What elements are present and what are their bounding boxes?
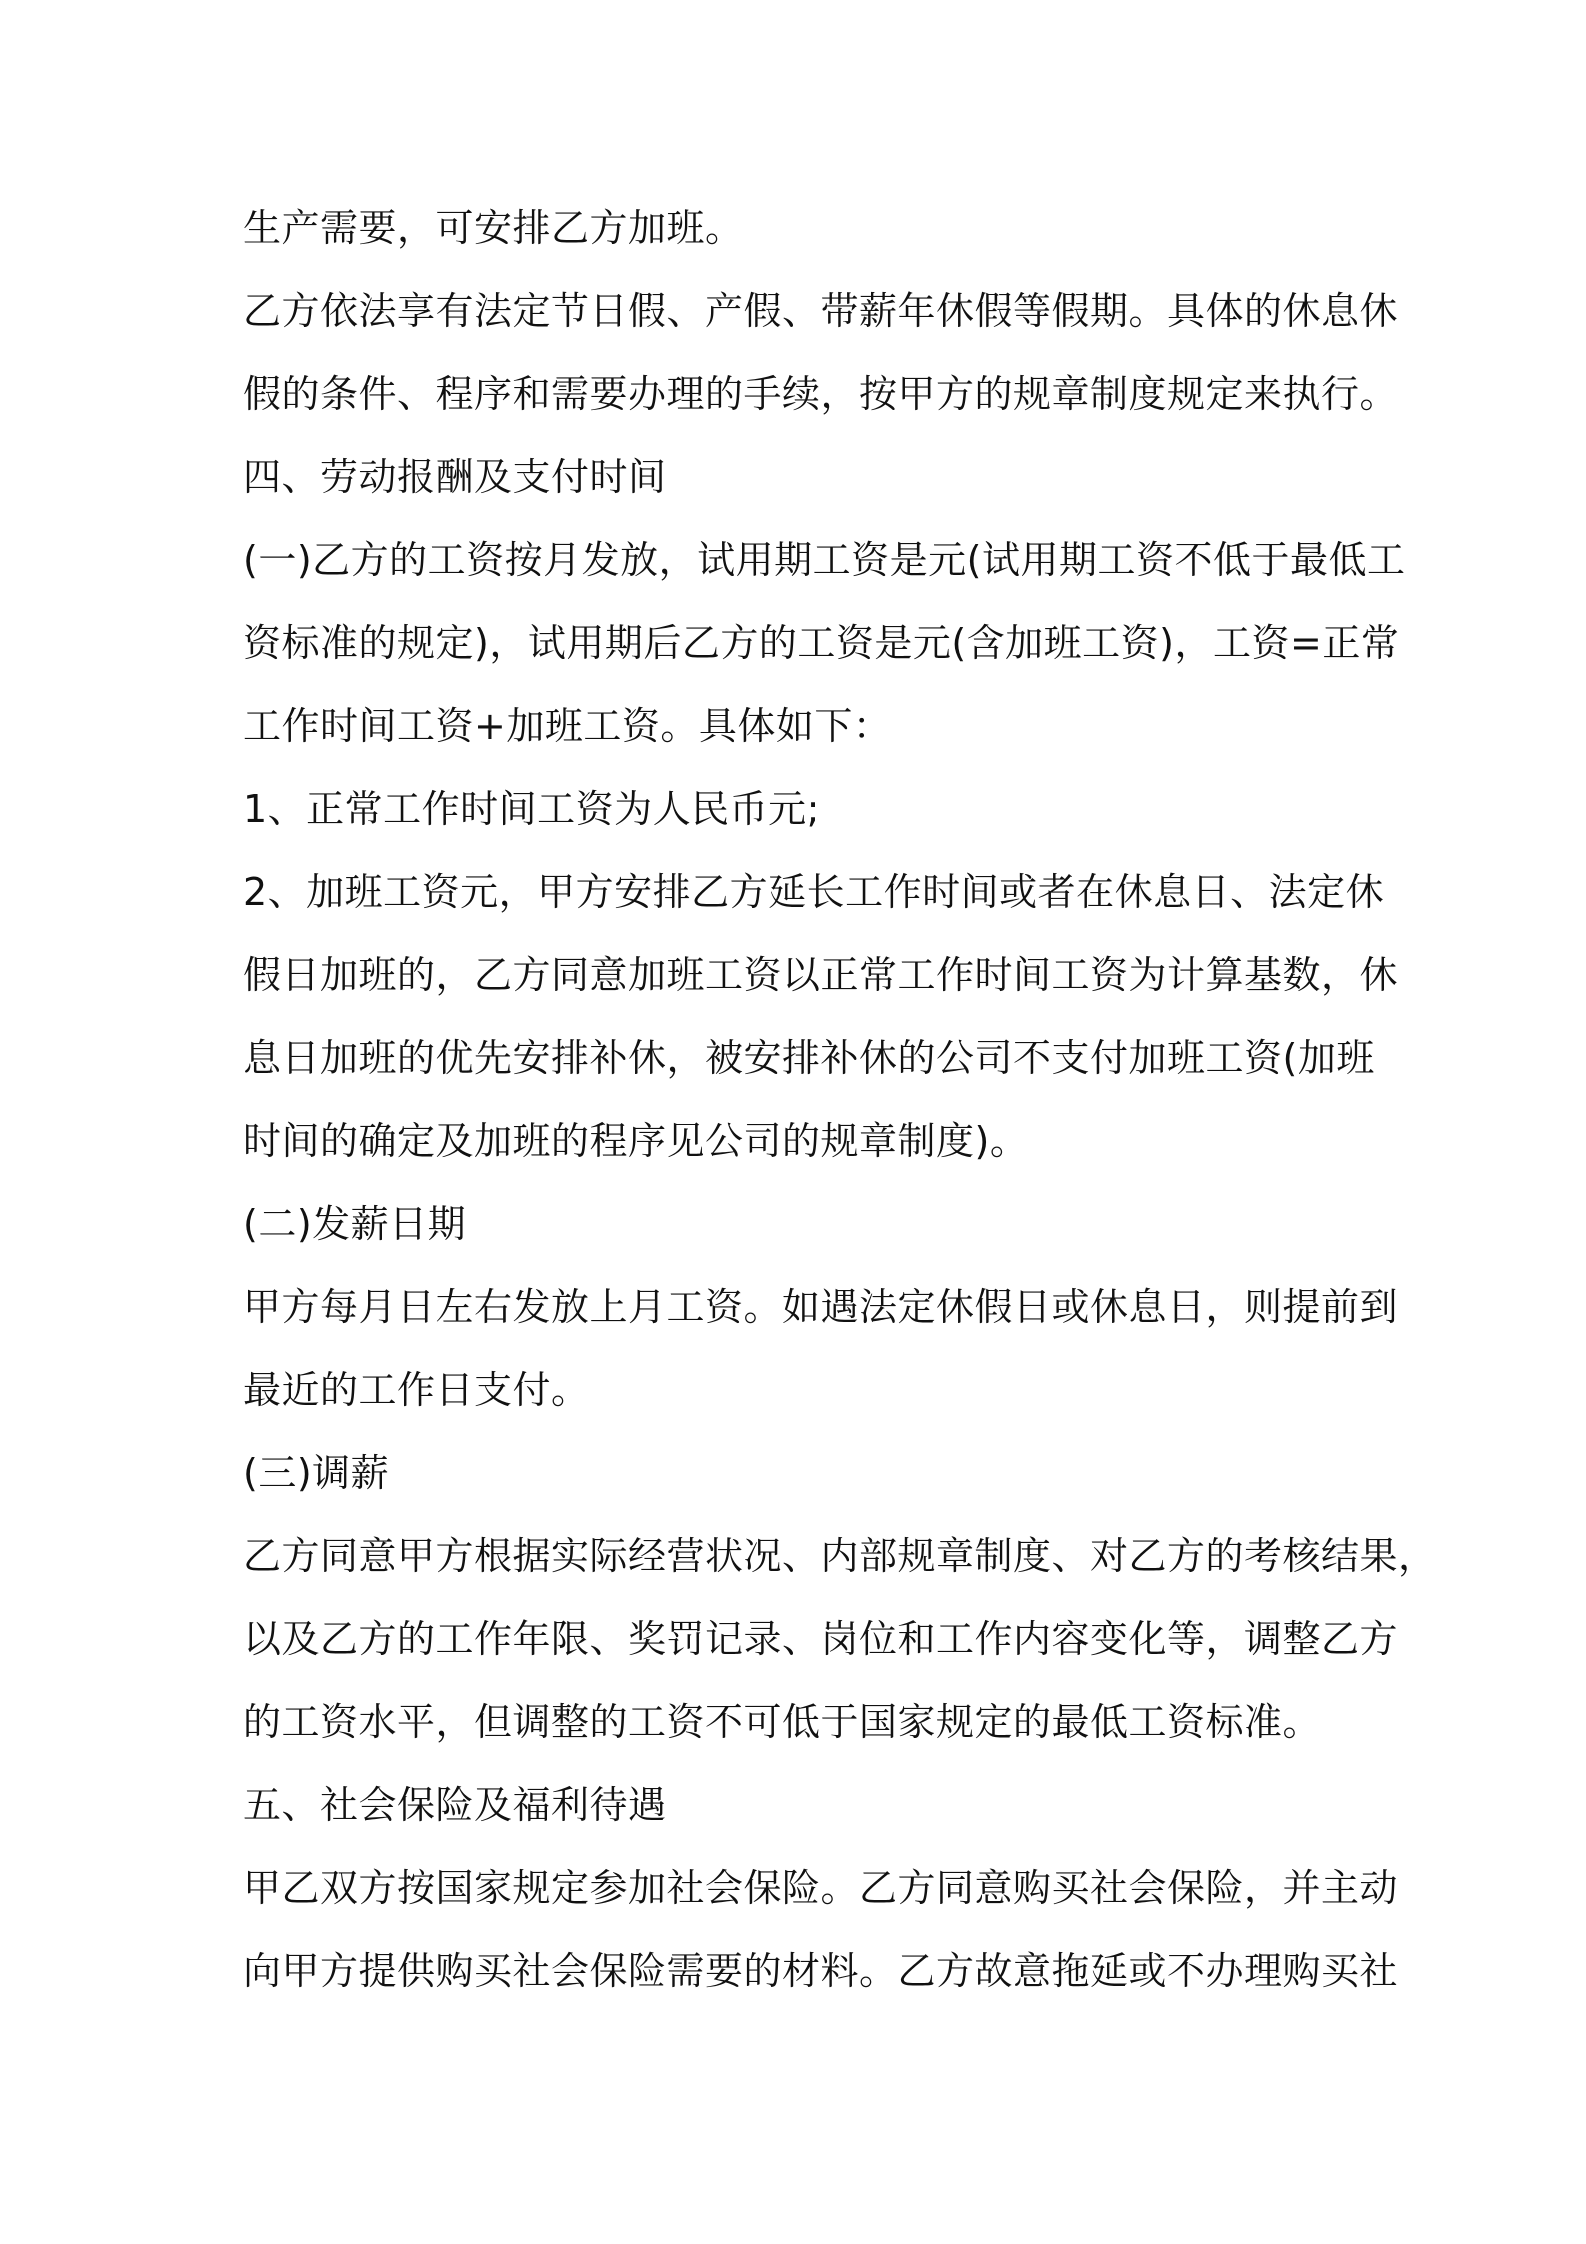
section-heading-5: 五、社会保险及福利待遇 — [243, 1783, 667, 1827]
text-line-1: 生产需要，可安排乙方加班。 — [243, 206, 744, 250]
text-line-3: 假的条件、程序和需要办理的手续，按甲方的规章制度规定来执行。 — [243, 372, 1399, 416]
text-line-6: 资标准的规定)，试用期后乙方的工资是元(含加班工资)，工资=正常 — [243, 621, 1400, 665]
text-line-21: 甲乙双方按国家规定参加社会保险。乙方同意购买社会保险，并主动 — [243, 1866, 1399, 1910]
text-line-9: 2、加班工资元，甲方安排乙方延长工作时间或者在休息日、法定休 — [243, 870, 1385, 914]
text-line-7: 工作时间工资+加班工资。具体如下： — [243, 704, 892, 748]
text-line-18: 以及乙方的工作年限、奖罚记录、岗位和工作内容变化等，调整乙方 — [243, 1617, 1399, 1661]
text-line-12: 时间的确定及加班的程序见公司的规章制度)。 — [243, 1119, 1029, 1163]
text-line-17: 乙方同意甲方根据实际经营状况、内部规章制度、对乙方的考核结果， — [243, 1534, 1437, 1578]
subheading-pay-date: (二)发薪日期 — [243, 1202, 467, 1246]
section-heading-4: 四、劳动报酬及支付时间 — [243, 455, 667, 499]
document-body — [243, 200, 1437, 2026]
text-line-14: 甲方每月日左右发放上月工资。如遇法定休假日或休息日，则提前到 — [243, 1285, 1399, 1329]
text-line-22: 向甲方提供购买社会保险需要的材料。乙方故意拖延或不办理购买社 — [243, 1949, 1399, 1993]
text-line-15: 最近的工作日支付。 — [243, 1368, 590, 1412]
text-line-2: 乙方依法享有法定节日假、产假、带薪年休假等假期。具体的休息休 — [243, 289, 1399, 333]
text-line-19: 的工资水平，但调整的工资不可低于国家规定的最低工资标准。 — [243, 1700, 1322, 1744]
text-line-11: 息日加班的优先安排补休，被安排补休的公司不支付加班工资(加班 — [243, 1036, 1375, 1080]
text-line-5: (一)乙方的工资按月发放，试用期工资是元(试用期工资不低于最低工 — [243, 538, 1406, 582]
subheading-salary-adjustment: (三)调薪 — [243, 1451, 390, 1495]
text-line-10: 假日加班的，乙方同意加班工资以正常工作时间工资为计算基数，休 — [243, 953, 1399, 997]
text-line-8: 1、正常工作时间工资为人民币元; — [243, 787, 820, 831]
